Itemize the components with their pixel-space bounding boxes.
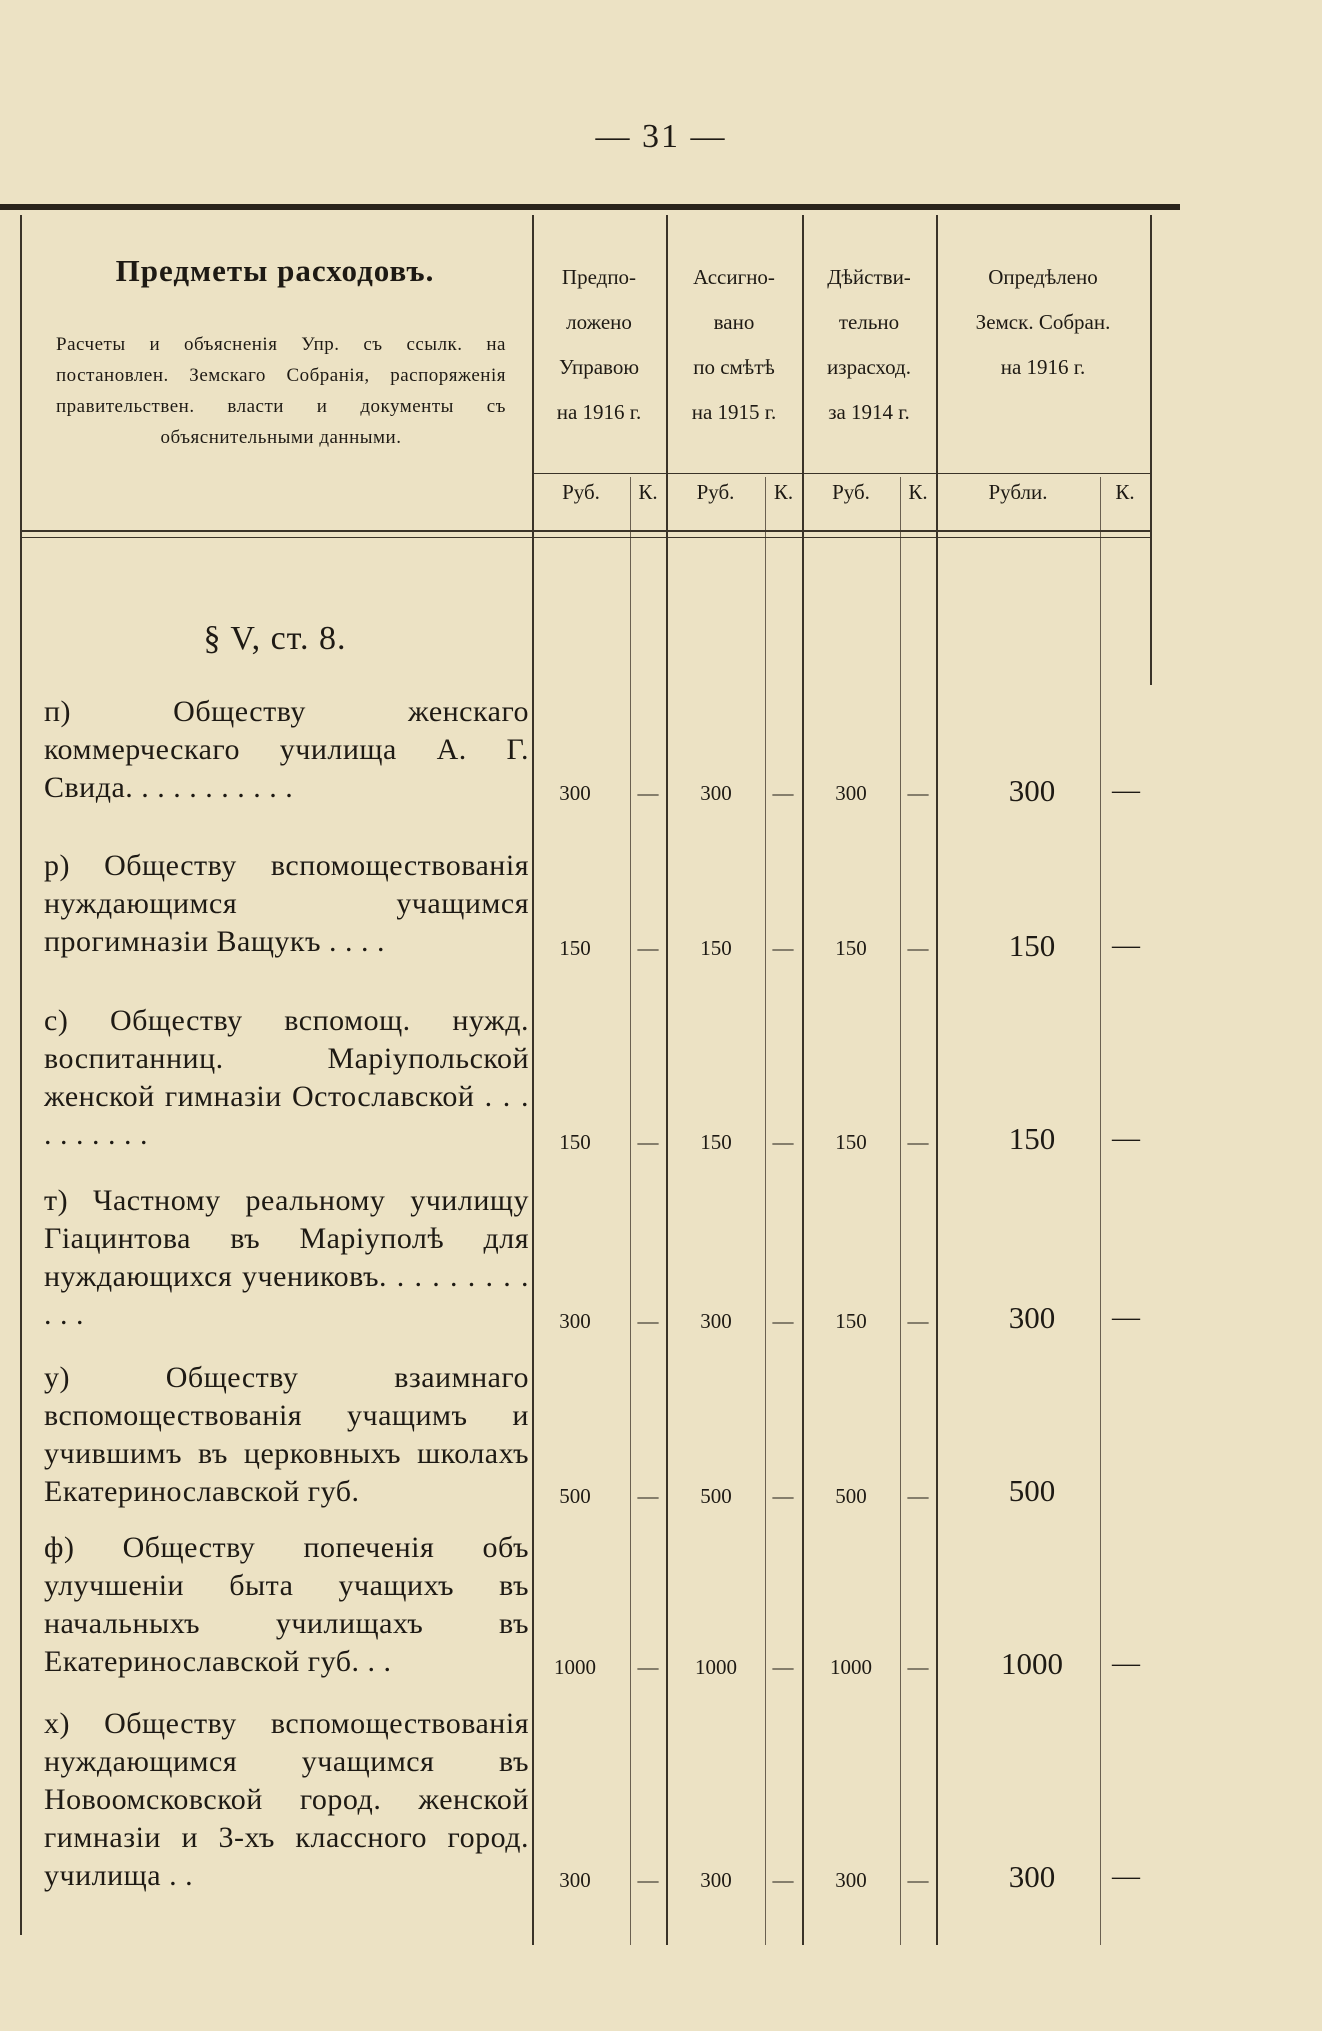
header-bottom-rule-2	[20, 537, 1152, 538]
row6-proposed: 300	[559, 1868, 591, 1892]
row0-spent-k: —	[907, 781, 929, 805]
row2-assigned: 150	[700, 1130, 732, 1154]
row2-spent: 150	[835, 1130, 867, 1154]
row1-proposed: 150	[559, 936, 591, 960]
row4-assigned: 500	[700, 1484, 732, 1508]
column-header-spent: Дѣйстви- тельно израсход. за 1914 г.	[827, 265, 911, 424]
row2-proposed: 150	[559, 1130, 591, 1154]
unit-k-1: К.	[638, 480, 658, 504]
row6-spent-k: —	[907, 1868, 929, 1892]
row4-proposed-k: —	[637, 1484, 659, 1508]
row5-proposed: 1000	[554, 1655, 596, 1679]
row1-spent-k: —	[907, 936, 929, 960]
row2-assigned-k: —	[772, 1130, 794, 1154]
row4-proposed: 500	[559, 1484, 591, 1508]
section-label: § V, ст. 8.	[203, 620, 347, 657]
row6-spent: 300	[835, 1868, 867, 1892]
row1-assigned-k: —	[772, 936, 794, 960]
row3-determined: 300	[1008, 1300, 1056, 1335]
row1-determined-k: —	[1112, 930, 1140, 961]
row3-assigned-k: —	[772, 1309, 794, 1333]
col-divider-4k	[1100, 477, 1101, 1945]
row5-spent: 1000	[830, 1655, 872, 1679]
unit-k-4: К.	[1115, 480, 1135, 504]
col-divider-1	[532, 215, 534, 1945]
row0-determined: 300	[1008, 773, 1056, 808]
column-header-proposed: Предпо- ложено Управою на 1916 г.	[556, 265, 642, 424]
expense-item-kh: х) Обществу вспомоществованія нуждающимся учащимся въ Новоомсковской город. женской гимназіи и 3-хъ классного город. училища . .	[44, 1707, 529, 1892]
row3-spent: 150	[835, 1309, 867, 1333]
row6-assigned: 300	[700, 1868, 732, 1892]
row3-assigned: 300	[700, 1309, 732, 1333]
row5-assigned: 1000	[695, 1655, 737, 1679]
row5-assigned-k: —	[772, 1655, 794, 1679]
header-title: Предметы расходовъ.	[115, 253, 435, 288]
row2-spent-k: —	[907, 1130, 929, 1154]
row5-determined: 1000	[1001, 1646, 1063, 1681]
unit-rub-4: Рубли.	[988, 480, 1048, 504]
top-rule	[0, 204, 1180, 210]
unit-k-2: К.	[773, 480, 794, 504]
row6-proposed-k: —	[637, 1868, 659, 1892]
expense-item-f: ф) Обществу попеченія объ улучшеніи быта учащихъ въ начальныхъ училищахъ въ Екатеринославской губ. . .	[44, 1531, 529, 1678]
unit-row-rule	[532, 473, 1152, 474]
row1-determined: 150	[1008, 928, 1056, 963]
row0-proposed: 300	[559, 781, 591, 805]
column-header-assigned: Ассигно- вано по смѣтѣ на 1915 г.	[691, 265, 777, 424]
unit-rub-1: Руб.	[562, 480, 600, 504]
expense-item-t: т) Частному реальному училищу Гіацинтова въ Маріуполѣ для нуждающихся учениковъ. . . . . . . . . . . .	[44, 1184, 529, 1331]
row2-determined-k: —	[1112, 1123, 1140, 1154]
row5-spent-k: —	[907, 1655, 929, 1679]
unit-rub-2: Руб.	[696, 480, 735, 504]
row5-proposed-k: —	[637, 1655, 659, 1679]
table-right-border	[1150, 215, 1152, 685]
row0-proposed-k: —	[637, 781, 659, 805]
col-divider-3k	[900, 477, 901, 1945]
col-divider-1k	[630, 477, 631, 1945]
table-left-border	[20, 215, 22, 1935]
row3-spent-k: —	[907, 1309, 929, 1333]
col-divider-2	[666, 215, 668, 1945]
row5-determined-k: —	[1112, 1648, 1140, 1679]
unit-k-3: К.	[908, 480, 928, 504]
header-bottom-rule	[20, 530, 1152, 532]
row4-spent-k: —	[907, 1484, 929, 1508]
row0-assigned-k: —	[772, 781, 794, 805]
header-description: Расчеты и объясненія Упр. съ ссылк. на постановлен. Земскаго Собранія, распоряженія правительствен. власти и документы съ объяснительными данными.	[56, 334, 506, 448]
row6-determined-k: —	[1112, 1861, 1140, 1892]
expense-item-p: п) Обществу женскаго коммерческаго училища А. Г. Свида. . . . . . . . . . .	[44, 695, 529, 804]
col-divider-4	[936, 215, 938, 1945]
expense-table	[20, 215, 1150, 1945]
row6-assigned-k: —	[772, 1868, 794, 1892]
row3-determined-k: —	[1112, 1302, 1140, 1333]
row4-determined: 500	[1008, 1473, 1056, 1508]
expense-item-u: у) Обществу взаимнаго вспомоществованія учащимъ и учившимъ въ церковныхъ школахъ Екатеринославской губ.	[44, 1361, 529, 1508]
page-number: — 31 —	[595, 118, 727, 155]
row3-proposed-k: —	[637, 1309, 659, 1333]
expense-item-s: с) Обществу вспомощ. нужд. воспитанниц. Маріупольской женской гимназіи Остославской . . . . . . . . . .	[44, 1004, 529, 1151]
row4-assigned-k: —	[772, 1484, 794, 1508]
col-divider-3	[802, 215, 804, 1945]
row4-spent: 500	[835, 1484, 867, 1508]
col-divider-2k	[765, 477, 766, 1945]
row6-determined: 300	[1008, 1859, 1056, 1894]
row2-proposed-k: —	[637, 1130, 659, 1154]
column-header-determined: Опредѣлено Земск. Собран. на 1916 г.	[975, 265, 1111, 379]
row0-spent: 300	[835, 781, 867, 805]
row3-proposed: 300	[559, 1309, 591, 1333]
row1-spent: 150	[835, 936, 867, 960]
row0-determined-k: —	[1112, 775, 1140, 806]
unit-rub-3: Руб.	[832, 480, 870, 504]
row1-proposed-k: —	[637, 936, 659, 960]
row2-determined: 150	[1008, 1121, 1056, 1156]
expense-item-r: р) Обществу вспомоществованія нуждающимся учащимся прогимназіи Ващукъ . . . .	[44, 849, 529, 958]
row1-assigned: 150	[700, 936, 732, 960]
row0-assigned: 300	[700, 781, 732, 805]
